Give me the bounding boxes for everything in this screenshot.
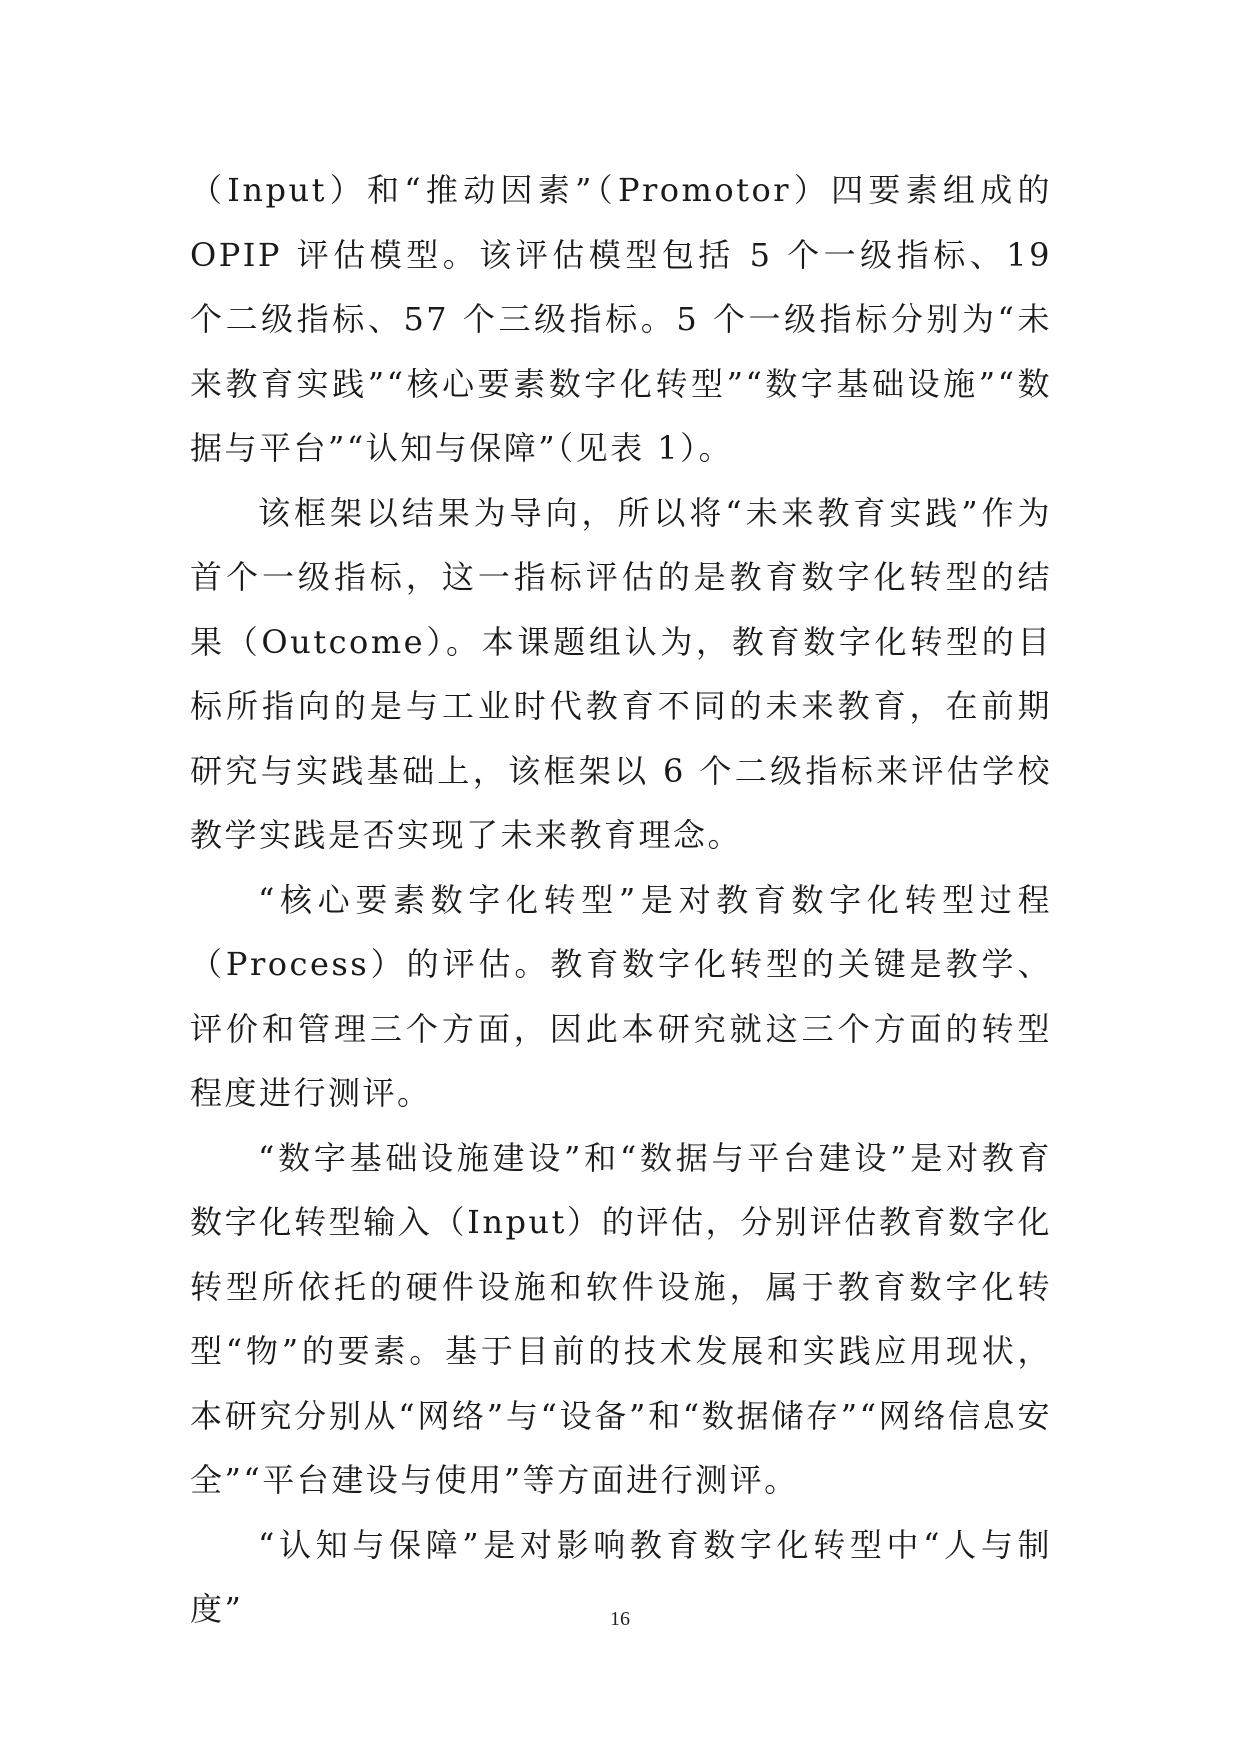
paragraph-opip-model: （Input）和“推动因素”（Promotor）四要素组成的 OPIP 评估模型。该评估模型包括 5 个一级指标、19 个二级指标、57 个三级指标。5 个一级指标分别为“未来教育实践”“核心要素数字化转型”“数字基础设施”“数据与平台”“认知与保障”（见表 1）。 <box>190 171 1052 467</box>
paragraph-outcome: 该框架以结果为导向，所以将“未来教育实践”作为首个一级指标，这一指标评估的是教育数字化转型的结果（Outcome）。本课题组认为，教育数字化转型的目标所指向的是与工业时代教育不同的未来教育，在前期研究与实践基础上，该框架以 6 个二级指标来评估学校教学实践是否实现了未来教育理念。 <box>190 493 1052 854</box>
page-number: 16 <box>610 1608 630 1630</box>
paragraph-cognition: “认知与保障”是对影响教育数字化转型中“人与制度” <box>190 1525 1052 1628</box>
paragraph-process: “核心要素数字化转型”是对教育数字化转型过程（Process）的评估。教育数字化转型的关键是教学、评价和管理三个方面，因此本研究就这三个方面的转型程度进行测评。 <box>190 880 1052 1112</box>
body-text <box>190 158 1052 1642</box>
paragraph-input: “数字基础设施建设”和“数据与平台建设”是对教育数字化转型输入（Input）的评估，分别评估教育数字化转型所依托的硬件设施和软件设施，属于教育数字化转型“物”的要素。基于目前的技术发展和实践应用现状，本研究分别从“网络”与“设备”和“数据储存”“网络信息安全”“平台建设与使用”等方面进行测评。 <box>190 1138 1052 1499</box>
